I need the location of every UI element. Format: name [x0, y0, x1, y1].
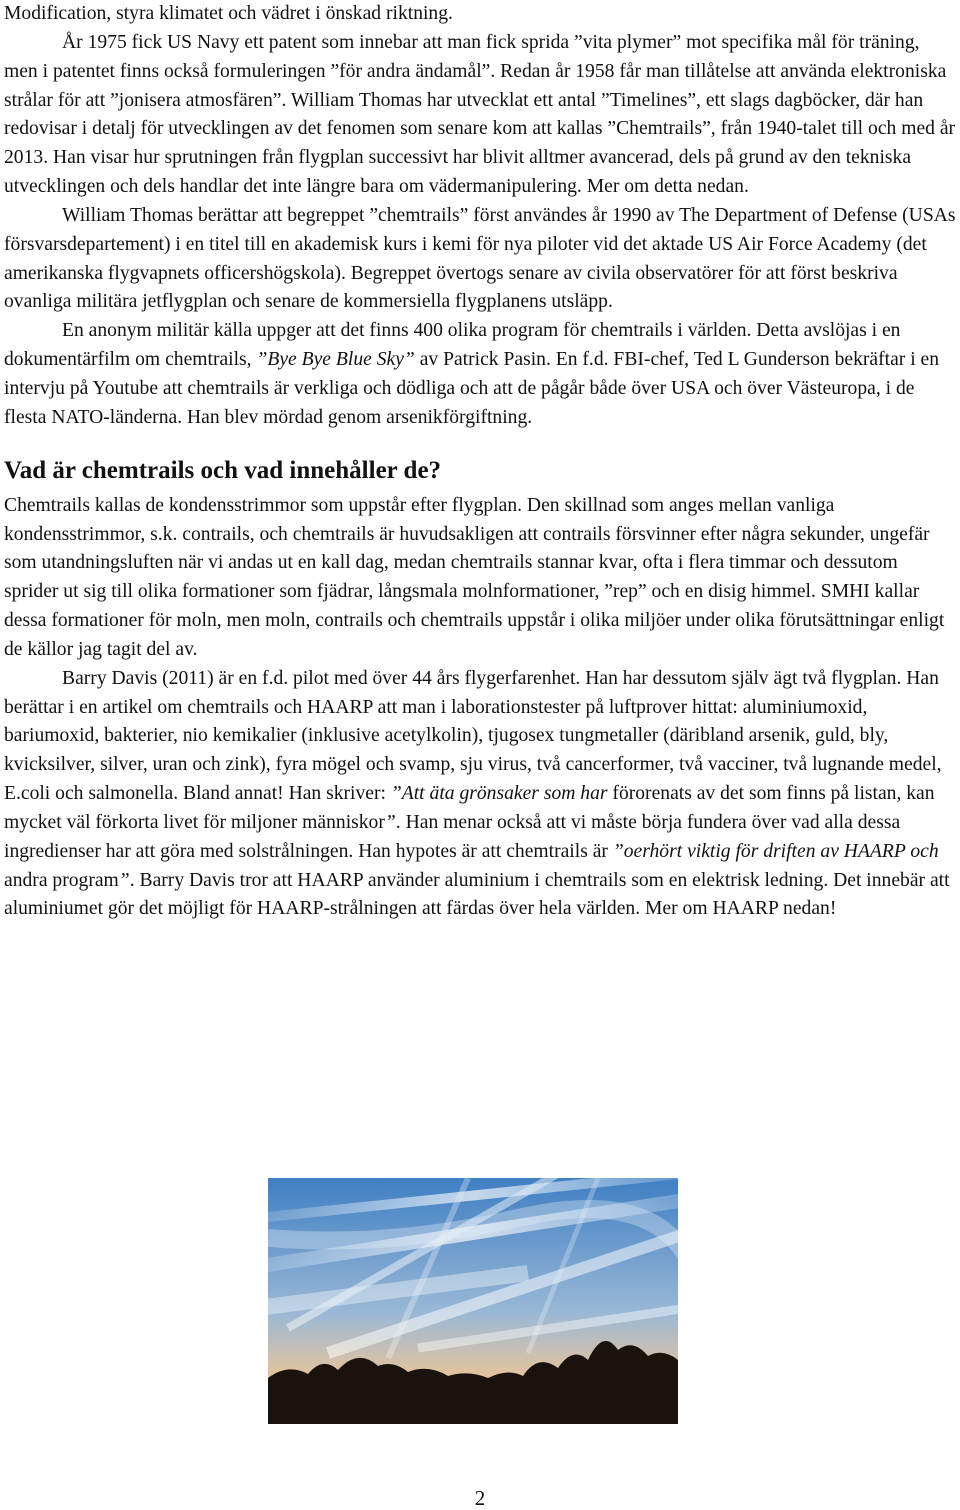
chemtrails-sky-photo: [268, 1178, 678, 1424]
document-page: [4, 0, 956, 924]
text-run: En anonym militär källa uppger att det finns 400 olika program för chemtrails i världen. Detta avslöjas i en dokumentärfilm om chemtrails,: [4, 320, 901, 371]
text-run: . Barry Davis tror att HAARP använder aluminium i chemtrails som en elektrisk ledning. Det innebär att aluminiumet gör det möjligt för HAARP-strålningen att färdas över hela världen. Mer om HAARP nedan!: [4, 869, 950, 920]
body-text-section: [4, 492, 956, 925]
page-number: 2: [474, 1486, 486, 1510]
text-run: Modification, styra klimatet och vädret i önskad riktning.: [4, 3, 453, 24]
body-text-top: [4, 0, 956, 433]
text-run: William Thomas berättar att begreppet ”chemtrails” först användes år 1990 av The Department of Defense (USAs försvarsdepartement) i en titel till en akademisk kurs i kemi för nya piloter vid det aktade US Air Force Academy (det amerikanska flygvapnets officershögskola). Begreppet övertogs senare av civila observatörer för att först beskriva ovanliga militära jetflygplan och senare de kommersiella flygplanens utsläpp.: [4, 204, 956, 313]
paragraph: [4, 29, 956, 202]
italic-quote: ”oerhört viktig för driften av HAARP och: [612, 840, 939, 862]
italic-quote: ”Att äta grönsaker som har: [390, 783, 608, 805]
paragraph: [4, 317, 956, 432]
section-heading: Vad är chemtrails och vad innehåller de?: [4, 456, 442, 484]
text-run: Barry Davis (2011) är en f.d. pilot med över 44 års flygerfarenhet. Han har dessutom själv ägt två flygplan. Han berättar i en artikel om chemtrails och HAARP att man i laborationstester på luftprover hittat: aluminiumoxid, bariumoxid, bakterier, nio kemikalier (inklusive acetylkolin), tjugosex tungmetaller (däribland arsenik, guld, bly, kvicksilver, silver, uran och zink), fyra mögel och svamp, sju virus, två cancerformer, två vacciner, två lugnande medel, E.coli och salmonella. Bland annat! Han skriver:: [4, 667, 942, 805]
paragraph: [4, 202, 956, 317]
text-run: förorenats av det som finns på listan, kan mycket väl förkorta livet för miljoner människor: [4, 783, 935, 833]
italic-quote: ”Bye Bye Blue Sky”: [256, 349, 415, 371]
italic-quote: ”: [384, 811, 396, 833]
text-run: . Han menar också att vi måste börja fundera över vad alla dessa ingredienser har att göra med solstrålningen. Han hypotes är att chemtrails är: [4, 811, 901, 862]
paragraph: [4, 0, 956, 29]
paragraph: [4, 665, 956, 925]
text-run: Chemtrails kallas de kondensstrimmor som uppstår efter flygplan. Den skillnad som anges mellan vanliga kondensstrimmor, s.k. contrails, och chemtrails är huvudsakligen att contrails försvinner efter några sekunder, ungefär som utandningsluften när vi andas ut en kall dag, medan chemtrails stannar kvar, ofta i flera timmar och dessutom sprider ut sig till olika formationer som fjädrar, långsmala molnformationer, ”rep” och en disig himmel. SMHI kallar dessa formationer för moln, men moln, contrails och chemtrails uppstår i olika miljöer under olika förutsättningar enligt de källor jag tagit del av.: [4, 494, 945, 660]
text-run: av Patrick Pasin. En f.d. FBI-chef, Ted L Gunderson bekräftar i en intervju på Youtube att chemtrails är verkliga och dödliga och att de pågår både över USA och över Västeuropa, i de flesta NATO-länderna. Han blev mördad genom arsenikförgiftning.: [4, 349, 940, 428]
text-run: andra program: [4, 869, 119, 891]
text-run: År 1975 fick US Navy ett patent som innebar att man fick sprida ”vita plymer” mot specifika mål för träning, men i patentet finns också formuleringen ”för andra ändamål”. Redan år 1958 får man tillåtelse att använda elektroniska strålar för att ”jonisera atmosfären”. William Thomas har utvecklat ett antal ”Timelines”, ett slags dagböcker, där han redovisar i detalj för utvecklingen av det fenomen som senare kom att kallas ”Chemtrails”, från 1940-talet till och med år 2013. Han visar hur sprutningen från flygplan successivt har blivit alltmer avancerad, dels på grund av den tekniska utvecklingen och dels handlar det inte längre bara om vädermanipulering. Mer om detta nedan.: [4, 31, 956, 198]
italic-quote: ”: [118, 869, 130, 891]
paragraph: [4, 492, 956, 665]
